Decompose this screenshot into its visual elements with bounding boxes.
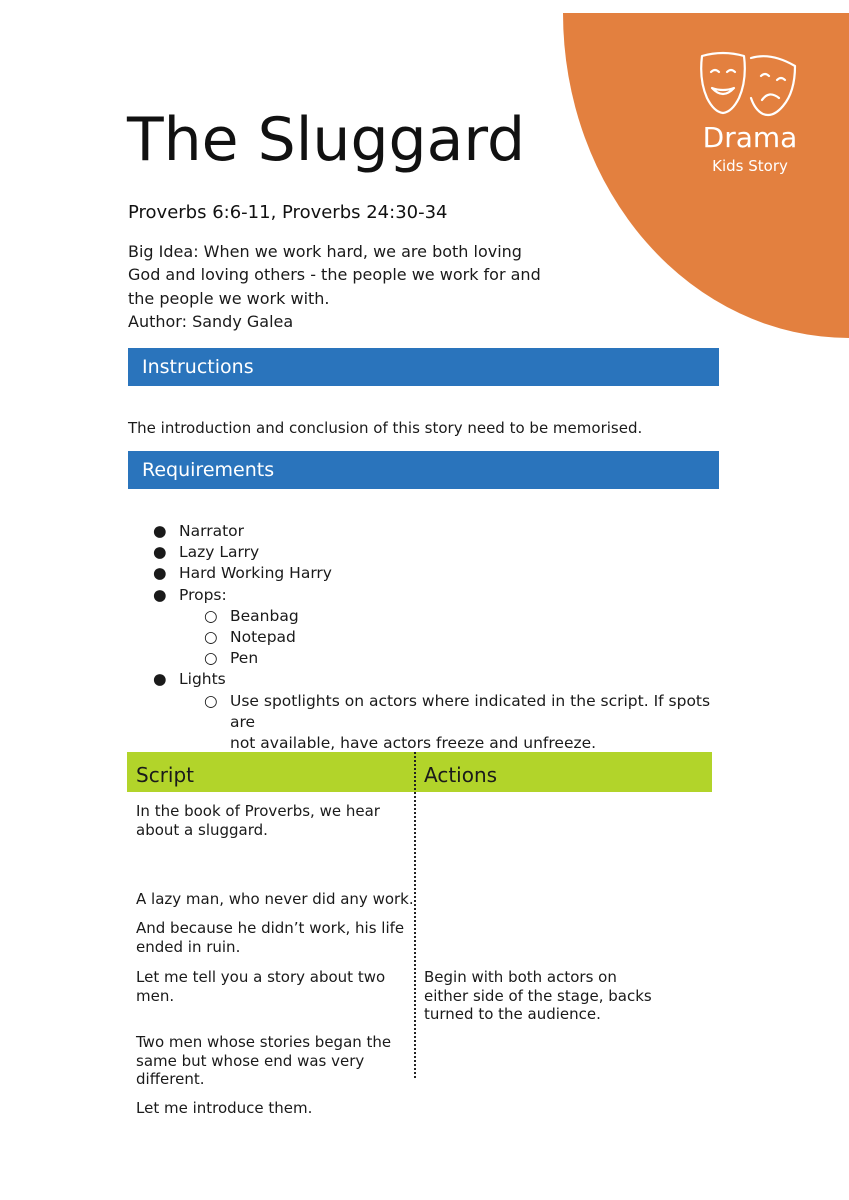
table-row bbox=[127, 1099, 712, 1118]
intro-text bbox=[128, 240, 558, 333]
sub-list-item bbox=[128, 691, 728, 733]
script-cell bbox=[127, 890, 415, 909]
script-table bbox=[127, 752, 712, 1117]
action-line: turned to the audience. bbox=[424, 1005, 601, 1023]
list-item-text: Lights bbox=[179, 670, 226, 689]
list-item-text: Use spotlights on actors where indicated in the script. If spots are bbox=[230, 691, 711, 731]
table-header bbox=[127, 752, 712, 792]
author-line: Author: Sandy Galea bbox=[128, 311, 294, 331]
intro-line: God and loving others - the people we work for and bbox=[128, 265, 541, 285]
table-row bbox=[127, 802, 712, 839]
script-line: In the book of Proverbs, we hear bbox=[136, 802, 380, 820]
action-cell bbox=[415, 968, 712, 1024]
instructions-heading: Instructions bbox=[128, 348, 719, 386]
action-cell bbox=[415, 1099, 712, 1118]
script-line: same but whose end was very bbox=[136, 1051, 365, 1070]
action-cell bbox=[415, 802, 712, 839]
list-item-text: Narrator bbox=[179, 522, 244, 540]
intro-line: the people we work with. bbox=[128, 288, 330, 308]
action-line: either side of the stage, backs bbox=[424, 986, 652, 1005]
bullet-icon: ● bbox=[153, 585, 167, 604]
script-line: Two men whose stories began the bbox=[136, 1033, 392, 1051]
script-line: ended in ruin. bbox=[136, 937, 241, 956]
action-cell bbox=[415, 919, 712, 956]
bullet-icon: ● bbox=[153, 522, 167, 540]
table-row bbox=[127, 890, 712, 909]
sub-list-item bbox=[128, 648, 728, 669]
script-cell bbox=[127, 968, 415, 1024]
requirements-list bbox=[128, 521, 728, 754]
intro-line: Big Idea: When we work hard, we are both loving bbox=[128, 242, 522, 261]
instructions-text: The introduction and conclusion of this story need to be memorised. bbox=[128, 419, 643, 437]
script-line: And because he didn’t work, his life bbox=[136, 919, 405, 937]
sub-list-item bbox=[128, 627, 728, 648]
script-line: different. bbox=[136, 1070, 205, 1088]
script-cell bbox=[127, 1033, 415, 1089]
script-cell bbox=[127, 802, 415, 839]
sub-list-item bbox=[128, 606, 728, 627]
script-cell bbox=[127, 1099, 415, 1118]
actions-column-header: Actions bbox=[424, 763, 498, 787]
action-cell bbox=[415, 890, 712, 909]
circle-bullet-icon: ○ bbox=[204, 628, 218, 647]
page-title: The Sluggard bbox=[127, 105, 526, 175]
bullet-icon: ● bbox=[153, 564, 167, 583]
list-item-text: not available, have actors freeze and unfreeze. bbox=[230, 734, 597, 753]
action-line: Begin with both actors on bbox=[424, 968, 617, 986]
script-line: Let me introduce them. bbox=[136, 1099, 313, 1117]
bullet-icon: ● bbox=[153, 670, 167, 689]
table-row bbox=[127, 1033, 712, 1089]
list-item bbox=[128, 563, 728, 584]
list-item-text: Beanbag bbox=[230, 606, 299, 625]
column-divider bbox=[414, 752, 416, 1078]
list-item bbox=[128, 521, 728, 542]
table-row bbox=[127, 968, 712, 1024]
circle-bullet-icon: ○ bbox=[204, 606, 218, 625]
script-cell bbox=[127, 919, 415, 956]
script-line: A lazy man, who never did any work. bbox=[136, 890, 414, 908]
action-cell bbox=[415, 1033, 712, 1089]
requirements-heading: Requirements bbox=[128, 451, 719, 489]
list-item bbox=[128, 585, 728, 606]
table-row bbox=[127, 919, 712, 956]
list-item-text: Notepad bbox=[230, 628, 296, 647]
script-line: Let me tell you a story about two bbox=[136, 968, 386, 986]
brand-title: Drama bbox=[702, 121, 798, 154]
script-line: about a sluggard. bbox=[136, 820, 268, 839]
script-line: men. bbox=[136, 986, 175, 1005]
brand-subtitle: Kids Story bbox=[712, 157, 788, 175]
list-item bbox=[128, 669, 728, 690]
list-item-text: Pen bbox=[230, 649, 259, 668]
scripture-references: Proverbs 6:6-11, Proverbs 24:30-34 bbox=[128, 202, 448, 223]
list-item-text: Props: bbox=[179, 585, 227, 604]
circle-bullet-icon: ○ bbox=[204, 649, 218, 668]
list-item-text: Lazy Larry bbox=[179, 543, 260, 562]
circle-bullet-icon: ○ bbox=[204, 691, 218, 710]
list-item-text: Hard Working Harry bbox=[179, 564, 332, 583]
bullet-icon: ● bbox=[153, 543, 167, 562]
list-item bbox=[128, 542, 728, 563]
script-column-header: Script bbox=[136, 763, 195, 787]
drama-masks-icon bbox=[699, 50, 803, 120]
